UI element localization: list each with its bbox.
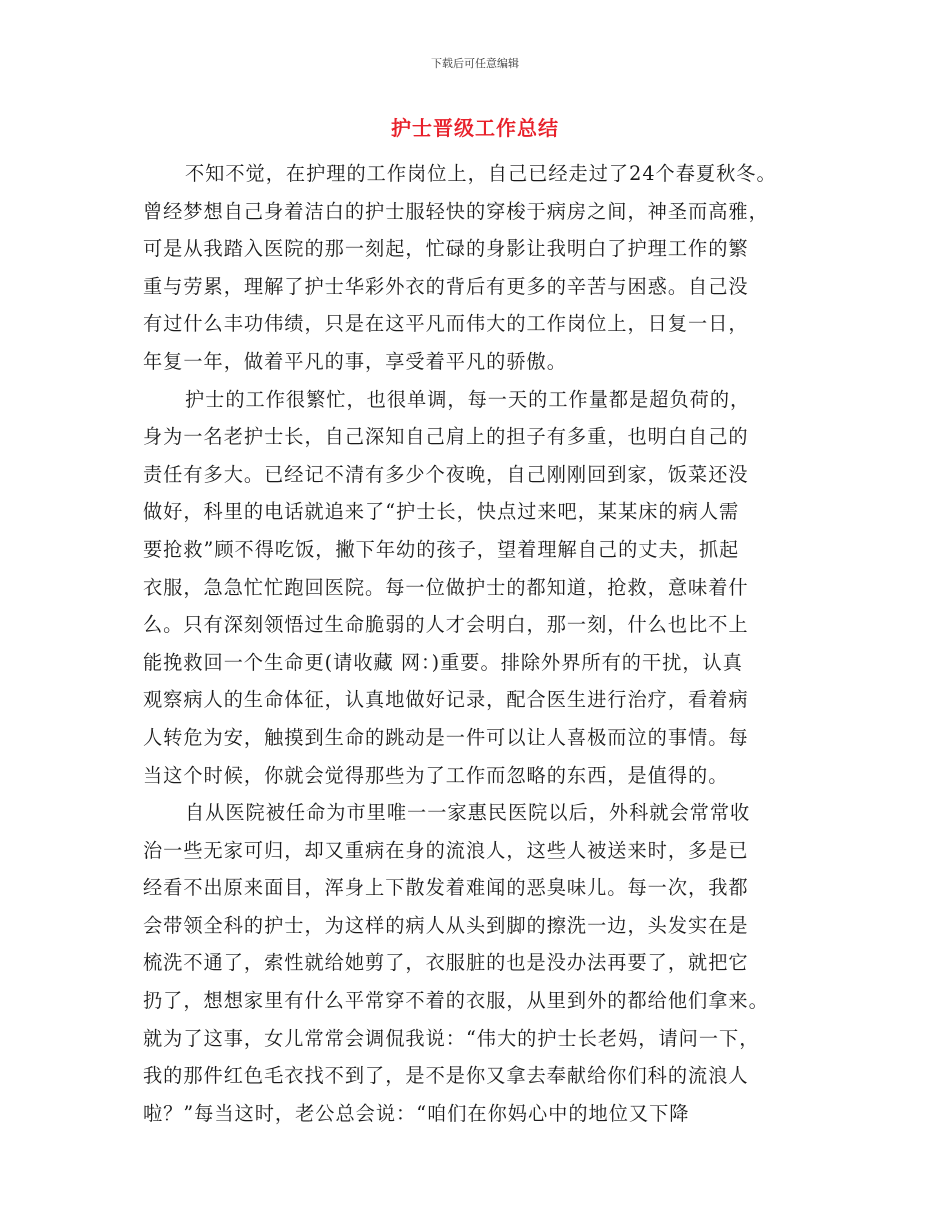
text-line: 扔了，想想家里有什么平常穿不着的衣服，从里到外的都给他们拿来。 [143, 989, 769, 1013]
text-line: 会带领全科的护士，为这样的病人从头到脚的擦洗一边，头发实在是 [143, 913, 749, 937]
text-line: 衣服，急急忙忙跑回医院。每一位做护士的都知道，抢救，意味着什 [143, 575, 749, 599]
text-line: 啦？”每当这时，老公总会说：“咱们在你妈心中的地位又下降 [143, 1101, 690, 1125]
text-line: 就为了这事，女儿常常会调侃我说：“伟大的护士长老妈，请问一下， [143, 1026, 760, 1050]
text-line: 曾经梦想自己身着洁白的护士服轻快的穿梭于病房之间，神圣而高雅， [143, 199, 769, 223]
text-line: 治一些无家可归，却又重病在身的流浪人，这些人被送来时，多是已 [143, 838, 749, 862]
text-line: 要抢救”顾不得吃饭，撇下年幼的孩子，望着理解自己的丈夫，抓起 [143, 537, 740, 561]
text-line: 当这个时候，你就会觉得那些为了工作而忽略的东西，是值得的。 [143, 763, 729, 787]
text-line: 有过什么丰功伟绩，只是在这平凡而伟大的工作岗位上，日复一日， [143, 312, 749, 336]
text-line: 经看不出原来面目，浑身上下散发着难闻的恶臭味儿。每一次，我都 [143, 876, 749, 900]
document-body [143, 155, 818, 1132]
text-line: 我的那件红色毛衣找不到了，是不是你又拿去奉献给你们科的流浪人 [143, 1064, 749, 1088]
text-line: 自从医院被任命为市里唯一一家惠民医院以后，外科就会常常收 [185, 801, 751, 825]
text-line: 年复一年，做着平凡的事，享受着平凡的骄傲。 [143, 349, 567, 373]
text-line: 人转危为安，触摸到生命的跳动是一件可以让人喜极而泣的事情。每 [143, 725, 749, 749]
document-title: 护士晋级工作总结 [391, 116, 559, 140]
text-line: 可是从我踏入医院的那一刻起，忙碌的身影让我明白了护理工作的繁 [143, 237, 749, 261]
text-line: 重与劳累，理解了护士华彩外衣的背后有更多的辛苦与困惑。自己没 [143, 274, 749, 298]
text-line: 观察病人的生命体征，认真地做好记录，配合医生进行治疗，看着病 [143, 688, 749, 712]
text-line: 不知不觉，在护理的工作岗位上，自己已经走过了24个春夏秋冬。 [185, 162, 777, 185]
text-line: 护士的工作很繁忙，也很单调，每一天的工作量都是超负荷的， [185, 387, 751, 411]
text-line: 责任有多大。已经记不清有多少个夜晚，自己刚刚回到家，饭菜还没 [143, 462, 749, 486]
text-line: 能挽救回一个生命更(请收藏 网：)重要。排除外界所有的干扰，认真 [143, 650, 743, 674]
text-line: 梳洗不通了，索性就给她剪了，衣服脏的也是没办法再要了，就把它 [143, 951, 749, 975]
text-line: 身为一名老护士长，自己深知自己肩上的担子有多重，也明白自己的 [143, 425, 749, 449]
text-line: 么。只有深刻领悟过生命脆弱的人才会明白，那一刻，什么也比不上 [143, 613, 749, 637]
text-line: 做好，科里的电话就追来了“护士长，快点过来吧，某某床的病人需 [143, 500, 740, 524]
page-header-note: 下载后可任意编辑 [431, 57, 519, 70]
